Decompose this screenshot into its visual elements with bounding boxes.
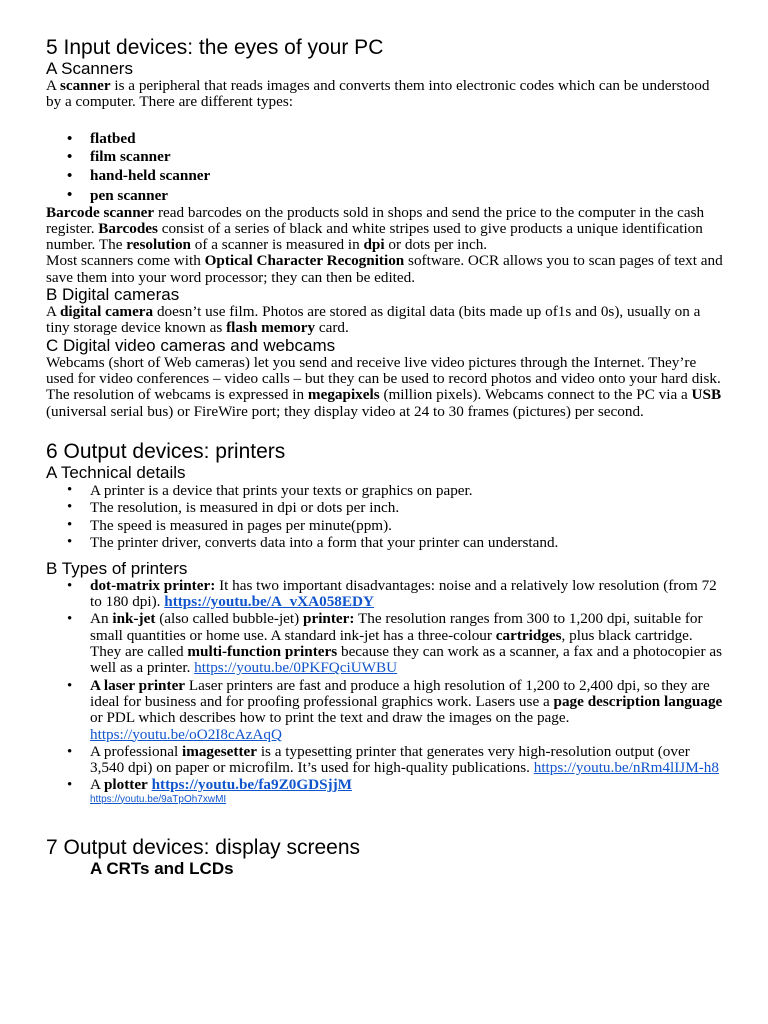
section-7a-heading: A CRTs and LCDs xyxy=(90,858,234,878)
video-link[interactable]: https://youtu.be/0PKFQciUWBU xyxy=(194,659,398,677)
barcode-paragraph xyxy=(46,205,726,254)
plotter-video-link[interactable]: https://youtu.be/9aTpOh7xwMI xyxy=(90,793,227,805)
text-run: A xyxy=(46,77,60,94)
bold-term: dot-matrix printer: xyxy=(90,576,216,594)
text-run: because they can work as a scanner, a fax and a photocopier as well as a printer. xyxy=(90,643,722,677)
list-item: • film scanner xyxy=(46,148,726,166)
section-6b-heading: B Types of printers xyxy=(46,558,188,578)
list-item: • A printer is a device that prints your texts or graphics on paper. xyxy=(46,482,726,500)
text-run: is a typesetting printer that generates very high-resolution output (over 3,540 dpi) on paper or microfilm. It’s used for high-quality publications. xyxy=(90,742,690,777)
bold-term: ink-jet xyxy=(112,610,156,628)
text-run: Laser printers are fast and produce a high resolution of 1,200 to 2,400 dpi, so they are ideal for business and for proofing professional graphics work. Lasers use a xyxy=(90,676,710,710)
digital-camera-paragraph xyxy=(46,304,726,337)
list-item: • The printer driver, converts data into a form that your printer can understand. xyxy=(46,534,726,552)
text-run: or dots per inch. xyxy=(384,236,488,254)
text-run: of a scanner is measured in xyxy=(191,236,364,254)
document-page xyxy=(46,36,726,878)
video-link[interactable]: https://youtu.be/fa9Z0GDSjjM xyxy=(151,776,352,794)
text-run: A xyxy=(90,776,104,794)
bold-term: plotter xyxy=(103,776,148,794)
webcams-paragraph xyxy=(46,355,726,388)
text-run: An xyxy=(90,610,113,628)
section-5a-heading: A Scanners xyxy=(46,59,133,78)
scanner-types-list xyxy=(46,130,726,205)
bold-term: USB xyxy=(691,386,722,404)
list-item-plotter xyxy=(46,777,726,793)
list-item: • The resolution, is measured in dpi or dots per inch. xyxy=(46,499,726,517)
section-6-title: 6 Output devices: printers xyxy=(46,439,286,463)
section-5-title: 5 Input devices: the eyes of your PC xyxy=(46,36,384,59)
video-link[interactable]: https://youtu.be/A_vXA058EDY xyxy=(164,593,374,611)
text-run: (also called bubble-jet) xyxy=(155,610,303,628)
list-item-imagesetter xyxy=(46,744,726,777)
list-item-laser xyxy=(46,678,726,743)
scanner-intro-paragraph xyxy=(46,78,726,111)
bold-term: A laser printer xyxy=(90,676,186,694)
video-link[interactable]: https://youtu.be/nRm4lIJM-h8 xyxy=(533,759,719,777)
printer-types-list xyxy=(46,578,726,794)
list-item: • pen scanner xyxy=(46,186,726,205)
bold-term: Barcodes xyxy=(98,219,158,237)
bold-term: multi-function printers xyxy=(187,643,338,661)
list-item: • The speed is measured in pages per minute(ppm). xyxy=(46,517,726,535)
ocr-paragraph xyxy=(46,253,726,286)
text-run: read barcodes on the products sold in shops and send the price to the computer in the cash register. xyxy=(46,203,705,237)
text-run: software. OCR allows you to scan pages of text and save them into your word processor; they can then be edited. xyxy=(46,252,723,286)
bold-term: printer: xyxy=(303,610,355,628)
text-run: is a peripheral that reads images and converts them into electronic codes which can be understood by a computer. There are different types: xyxy=(46,77,710,111)
text-run: A xyxy=(46,303,60,321)
text-run: or PDL which describes how to print the text and draw the images on the page. xyxy=(90,709,570,727)
bold-term: megapixels xyxy=(307,386,380,404)
text-run: card. xyxy=(315,319,349,337)
text-run: , plus black cartridge. They are called xyxy=(90,626,693,661)
bold-term: imagesetter xyxy=(181,742,258,760)
bold-term: page description language xyxy=(553,692,723,710)
text-run: The resolution of webcams is expressed in xyxy=(46,386,308,404)
text-run: (million pixels). Webcams connect to the PC via a xyxy=(379,386,692,404)
list-item-dot-matrix xyxy=(46,578,726,611)
bold-term: Optical Character Recognition xyxy=(204,252,405,270)
bold-term: resolution xyxy=(126,236,191,254)
section-5b-heading: B Digital cameras xyxy=(46,285,180,305)
bold-term: flash memory xyxy=(226,319,316,337)
list-item: • hand-held scanner xyxy=(46,166,726,186)
bold-term: scanner xyxy=(59,77,111,94)
text-run: The resolution ranges from 300 to 1,200 dpi, suitable for small quantities or home use. A standard ink-jet has a three-colour xyxy=(90,610,703,644)
bold-term: cartridges xyxy=(495,626,562,644)
text-run: Webcams (short of Web cameras) let you send and receive live video pictures through the Internet. They’re used for video conferences – video calls – but they can be used to record photos and video onto your hard disk. xyxy=(46,353,721,387)
text-run: doesn’t use film. Photos are stored as digital data (bits made up of1s and 0s), usually on a tiny storage device known as xyxy=(46,303,701,337)
text-run: (universal serial bus) or FireWire port; they display video at 24 to 30 frames (pictures) per second. xyxy=(46,402,644,420)
text-run: Most scanners come with xyxy=(46,252,205,270)
text-run: It has two important disadvantages: noise and a relatively low resolution (from 72 to 180 dpi). xyxy=(90,576,717,611)
bold-term: Barcode scanner xyxy=(46,203,155,221)
text-run: consist of a series of black and white stripes used to give products a unique identification number. The xyxy=(46,219,703,254)
bold-term: dpi xyxy=(363,236,385,254)
section-7-title: 7 Output devices: display screens xyxy=(46,835,360,859)
list-item-ink-jet xyxy=(46,611,726,676)
section-6a-heading: A Technical details xyxy=(46,462,186,482)
list-item: • flatbed xyxy=(46,130,726,148)
bold-term: digital camera xyxy=(59,303,154,321)
webcam-resolution-paragraph xyxy=(46,387,726,420)
section-5c-heading: C Digital video cameras and webcams xyxy=(46,335,336,355)
technical-details-list xyxy=(46,482,726,552)
text-run: A professional xyxy=(90,742,182,760)
video-link[interactable]: https://youtu.be/oO2I8cAzAqQ xyxy=(90,725,282,743)
